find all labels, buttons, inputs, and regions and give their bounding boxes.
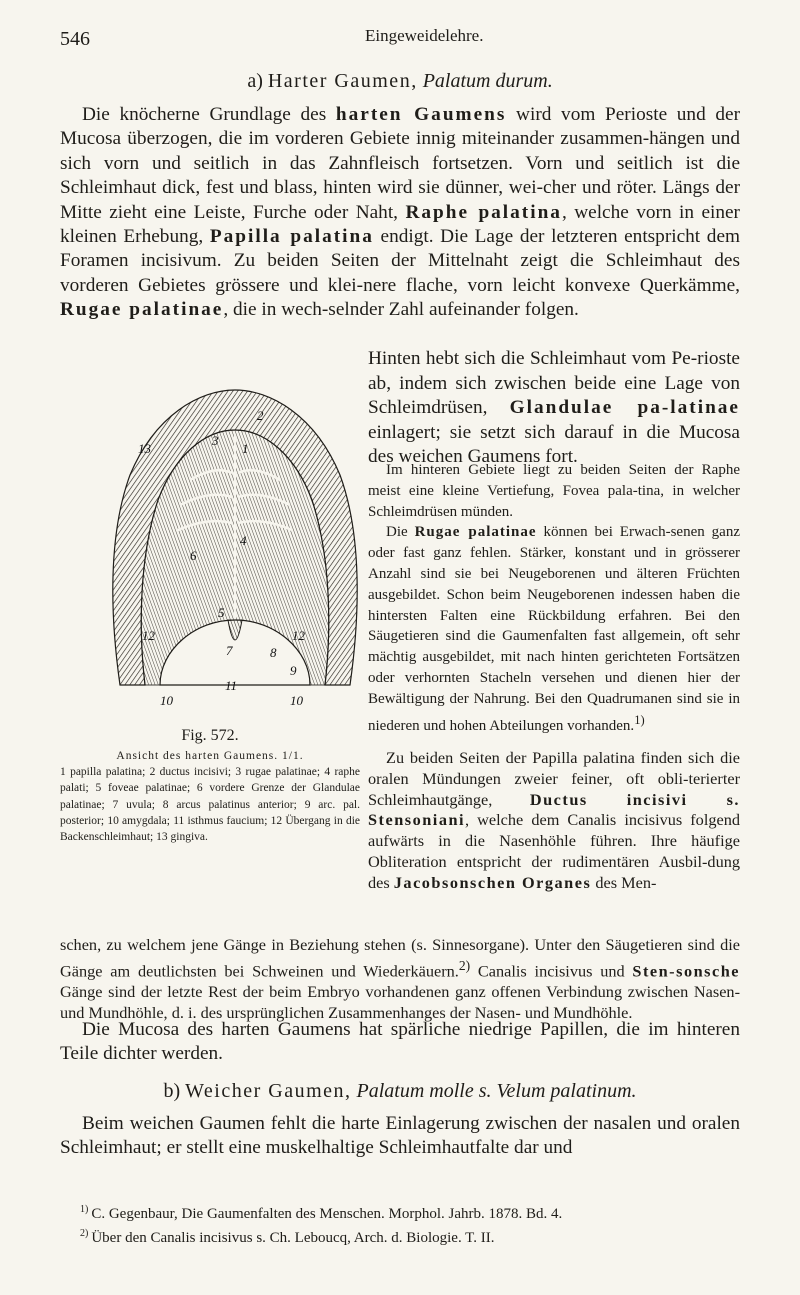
emphasis: Papilla palatina (209, 226, 374, 248)
text: schen, zu welchem jene Gänge in Beziehung stehen (s. Sinnesorgane). Unter den Säugetieren sind die Gänge am deutlichsten bei Schweinen und Wiederkäuern. (60, 935, 740, 981)
emphasis: Raphe palatina (405, 201, 562, 223)
text: , welche vorn in einer kleinen Erhebung, (60, 201, 740, 248)
figure-label: 5 (218, 605, 225, 620)
footnote-ref: 1) (634, 712, 645, 727)
footnote-text: C. Gegenbaur, Die Gaumenfalten des Menschen. Morphol. Jahrb. 1878. Bd. 4. (91, 1206, 563, 1222)
section-a-latin: Palatum durum. (422, 70, 553, 92)
emphasis: Sten-sonsche (632, 961, 740, 981)
figure-caption (60, 748, 360, 845)
section-b-title: Weicher Gaumen, (185, 1080, 352, 1102)
figure-label: 12 (142, 628, 155, 643)
running-head: Eingeweidelehre. (365, 26, 484, 45)
paragraph-weicher-gaumen (60, 1112, 740, 1161)
emphasis: Jacobsonschen Organes (393, 872, 592, 892)
section-b-latin: Palatum molle s. Velum palatinum. (356, 1080, 637, 1102)
paragraph-papillen (60, 1018, 740, 1067)
text: wird vom Perioste und der Mucosa überzogen, die im vorderen Gebiete innig miteinander zusammen-hängen und sich vorn und seitlich in das Zahnfleisch fortsetzen. Vorn und seitlich ist die Schleimhaut dick, fest und blass, hinten wird sie dünner, wei-cher und röter. Längs der Mitte zieht eine Leiste, Furche oder Naht, (60, 104, 740, 223)
text: Beim weichen Gaumen fehlt die harte Einlagerung zwischen der nasalen und oralen Schleimhaut; er stellt eine muskelhaltige Schleimhautfalte dar und (60, 1113, 740, 1159)
emphasis: Glandulae pa-latinae (509, 397, 740, 418)
emphasis: harten Gaumens (335, 104, 507, 125)
text: , welche dem Canalis incisivus folgend aufwärts in die Nasenhöhle führen. Ihre häufige Obliteration entspricht der rudimentären Ausbil-dung des (368, 810, 740, 892)
text: endigt. Die Lage der letzteren entspricht dem Foramen incisivum. Zu beiden Seiten der Mittelnaht zeigt die Schleimhaut des vorderen Gebietes grössere und klei-nere flache, vorn leicht konvexe Querkämme, (60, 226, 740, 296)
figure-label: 12 (292, 628, 305, 643)
palate-illustration (100, 385, 370, 715)
section-a-heading (0, 70, 800, 93)
section-b-heading (0, 1080, 800, 1103)
figure-label: 2 (257, 408, 264, 423)
figure-label: 11 (225, 678, 238, 693)
small-paragraphs (368, 460, 740, 736)
emphasis: Rugae palatinae (414, 524, 537, 541)
footnote-mark: 1) (80, 1204, 89, 1215)
section-a-title: Harter Gaumen, (267, 70, 418, 92)
figure-title: Fig. 572. (181, 727, 239, 744)
figure-caption-text: 1 papilla palatina; 2 ductus incisivi; 3 rugae palatinae; 4 raphe palati; 5 foveae palatinae; 6 vordere Grenze der Glandulae palatinae; 7 uvula; 8 arcus palatinus anterior; 9 arc. pal. posterior; 10 amygdala; 11 isthmus faucium; 12 Übergang in die Backenschleimhaut; 13 gingiva. (60, 766, 360, 844)
figure-label: 4 (240, 533, 247, 548)
text: Hinten hebt sich die Schleimhaut vom Pe-rioste ab, indem sich zwischen beide eine Lage von Schleimdrüsen, (368, 348, 740, 418)
paragraph-fovea: Im hinteren Gebiete liegt zu beiden Seiten der Raphe meist eine kleine Vertiefung, Fovea pala-tina, in welcher Schleimdrüsen münden. (368, 462, 740, 520)
emphasis: Rugae palatinae (60, 299, 224, 321)
footnotes (80, 1200, 740, 1248)
text: einlagert; sie setzt sich darauf in die Mucosa des weichen Gaumens fort. (368, 421, 740, 467)
page-header (60, 22, 760, 52)
paragraph-hinten (368, 347, 740, 470)
figure-label: 9 (290, 663, 297, 678)
figure-label: 8 (270, 645, 277, 660)
figure-label: 3 (212, 433, 219, 448)
footnote (80, 1224, 740, 1248)
text: Gänge sind der letzte Rest der beim Embryo vorhandenen ganz offenen Verbindung zwischen Nasen- und Mundhöhle, d. i. des ursprünglichen Zusammenhanges der Nasen- und Mundhöhle. (60, 982, 740, 1022)
paragraph-harter-gaumen (60, 103, 740, 323)
figure-label: 6 (190, 548, 197, 563)
text: Die Mucosa des harten Gaumens hat spärliche niedrige Papillen, die im hinteren Teile dichter werden. (60, 1019, 740, 1065)
text: Canalis incisivus und (470, 961, 633, 981)
footnote (80, 1200, 740, 1224)
section-a-label: a) (247, 70, 263, 92)
figure-label: 1 (242, 441, 249, 456)
figure-label: 13 (138, 441, 151, 456)
emphasis: Ductus incisivi s. Stensoniani (368, 789, 740, 830)
text: des Men- (591, 872, 657, 892)
page-number: 546 (60, 28, 90, 50)
figure-label: 7 (226, 643, 233, 658)
paragraph-ductus (368, 748, 740, 894)
text: , die in wech-selnder Zahl aufeinander folgen. (223, 299, 579, 321)
figure-label: 10 (160, 693, 173, 708)
footnote-ref: 2) (458, 957, 471, 973)
palate-figure (100, 385, 370, 715)
text: Zu beiden Seiten der Papilla palatina finden sich die oralen Mündungen zweier feiner, oft obli-terierter Schleimhautgänge, (368, 748, 740, 809)
text: Die (386, 524, 415, 541)
footnote-text: Über den Canalis incisivus s. Ch. Leboucq, Arch. d. Biologie. T. II. (91, 1230, 495, 1246)
paragraph-ductus-continued (60, 935, 740, 1024)
paragraph-rugae (368, 522, 740, 736)
text: Die knöcherne Grundlage des (82, 104, 336, 125)
footnote-mark: 2) (80, 1228, 89, 1239)
text: können bei Erwach-senen ganz oder fast ganz fehlen. Stärker, konstant und in grösserer Anzahl sind sie bei Neugeborenen und älteren Früchten ausgebildet. Schon beim Neugeborenen indessen haben die hintersten Falten eine Rückbildung erfahren. Bei den Säugetieren sind die Gaumenfalten fast allgemein, oft sehr mächtig ausgebildet, mit nach hinten gerichteten Fortsätzen oder verhornten Stacheln versehen und dienen hier der Bewältigung der Nahrung. Bei den Quadrumanen sind sie in niederen und hohen Abteilungen vorhanden. (368, 524, 740, 734)
figure-caption-head: Ansicht des harten Gaumens. 1/1. (116, 750, 304, 762)
figure-label: 10 (290, 693, 303, 708)
section-b-label: b) (163, 1080, 181, 1102)
